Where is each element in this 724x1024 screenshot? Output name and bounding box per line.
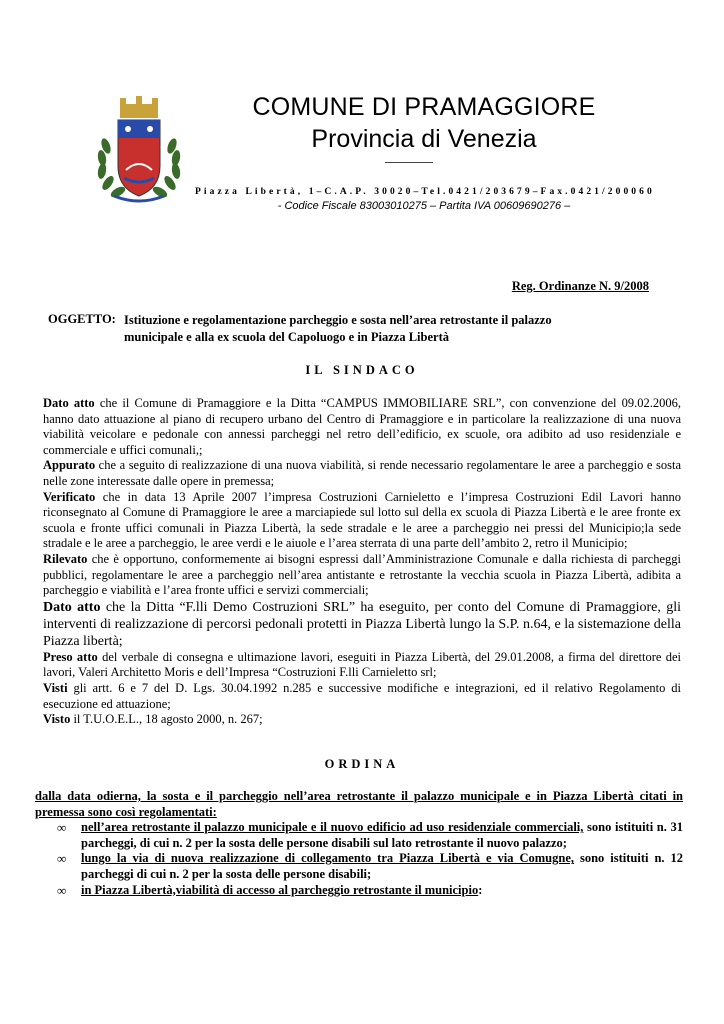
premise-paragraph: Dato atto che il Comune di Pramaggiore e la Ditta “CAMPUS IMMOBILIARE SRL”, con convenzione del 09.02.2006, hanno dato attuazione al piano di recupero urbano del Centro di Pramaggiore e in particolare la realizzazione di una nuova viabilità veicolare e pedonale con annessi parcheggi nel retro dell’edificio, ex scuole, ora adibito ad uso residenziale e commerciale e uffici comunali,; <box>43 396 682 457</box>
premise-paragraph: Appurato che a seguito di realizzazione di una nuova viabilità, si rende necessario regolamentare le aree a parcheggio e sosta nelle zone interessate dalle opere in premessa; <box>43 458 681 488</box>
infinity-bullet-icon: ∞ <box>57 882 67 898</box>
page-title: COMUNE DI PRAMAGGIORE <box>252 93 596 121</box>
divider <box>385 162 433 163</box>
premise-paragraph: Preso atto del verbale di consegna e ultimazione lavori, eseguiti in Piazza Libertà, del 29.01.2008, a firma del direttore dei lavori, Valeri Architetto Moris e dell’Impresa “Costruzioni F.lli Carnieletto srl; <box>43 649 682 680</box>
section-heading-ordina: ORDINA <box>324 757 400 771</box>
list-item: ∞ lungo la via di nuova realizzazione di collegamento tra Piazza Libertà e via Comugne, sono istituiti n. 12 parcheggi di cui n. 2 per la sosta delle persone disabili; <box>57 851 683 881</box>
list-item: ∞ in Piazza Libertà,viabilità di accesso al parcheggio retrostante il municipio: <box>57 882 483 898</box>
municipal-crest-icon <box>94 96 184 206</box>
premise-paragraph: Rilevato che è opportuno, conformemente ai bisogni espressi dall’Amministrazione Comunale e dalla richiesta di parcheggi pubblici, regolamentare le aree a parcheggio nell’area antistante e retrostante la vecchia scuola in Piazza Libertà, adibita a parcheggio e viabilità e l’area fronte uffici e servizi commerciali; <box>43 551 681 598</box>
subject-line-1: Istituzione e regolamentazione parcheggio e sosta nell’area retrostante il palazzo <box>124 313 552 327</box>
list-item: ∞ nell’area retrostante il palazzo municipale e il nuovo edificio ad uso residenziale commerciali, sono istituiti n. 31 parcheggi, di cui n. 2 per la sosta delle persone disabili sul lato retrostante il nuovo palazzo; <box>57 820 684 850</box>
premises-body <box>43 396 681 728</box>
order-intro: dalla data odierna, la sosta e il parcheggio nell’area retrostante il palazzo municipale e in Piazza Libertà citati in premessa sono così regolamentati: <box>35 789 683 819</box>
page-subtitle: Provincia di Venezia <box>311 125 537 153</box>
fiscal-code-line: - Codice Fiscale 83003010275 – Partita IVA 00609690276 – <box>277 200 571 212</box>
order-list <box>35 820 683 898</box>
infinity-bullet-icon: ∞ <box>57 820 67 836</box>
subject-text <box>124 312 624 346</box>
ordinance-number: Reg. Ordinanze N. 9/2008 <box>511 279 649 293</box>
order-body <box>35 789 683 898</box>
premise-paragraph: Visto il T.U.O.E.L., 18 agosto 2000, n. 267; <box>43 712 263 727</box>
infinity-bullet-icon: ∞ <box>57 851 67 867</box>
section-heading-sindaco: IL SINDACO <box>305 363 419 377</box>
premise-paragraph: Dato atto che la Ditta “F.lli Demo Costruzioni SRL” ha eseguito, per conto del Comune di Pramaggiore, gli interventi di realizzazione di percorsi pedonali protetti in Piazza Libertà lungo la S.P. n.64, e la sistemazione della Piazza libertà; <box>43 599 681 649</box>
subject-line-2: municipale e alla ex scuola del Capoluogo e in Piazza Libertà <box>124 330 449 344</box>
subject-label: OGGETTO: <box>48 312 116 326</box>
premise-paragraph: Visti gli artt. 6 e 7 del D. Lgs. 30.04.1992 n.285 e successive modifiche e integrazioni, ed il relativo Regolamento di esecuzione ed attuazione; <box>43 680 681 711</box>
address-line: Piazza Libertà, 1–C.A.P. 30020–Tel.0421/203679–Fax.0421/200060 <box>195 187 655 197</box>
premise-paragraph: Verificato che in data 13 Aprile 2007 l’impresa Costruzioni Carnieletto e l’impresa Costruzioni Edil Lavori hanno riconsegnato al Comune di Pramaggiore le aree a marciapiede sul lotto sul della ex scuola di Piazza Libertà e le aree fronte ex scuola e fronte uffici comunali in Piazza Libertà, la sede stradale e le aree a parcheggio nei pressi del Municipio;la sede stradale e le aree a parcheggio, le aree verdi e le aiuole e l’area sterrata di una parte dell’ambito 2, retro il Municipio; <box>43 489 681 551</box>
